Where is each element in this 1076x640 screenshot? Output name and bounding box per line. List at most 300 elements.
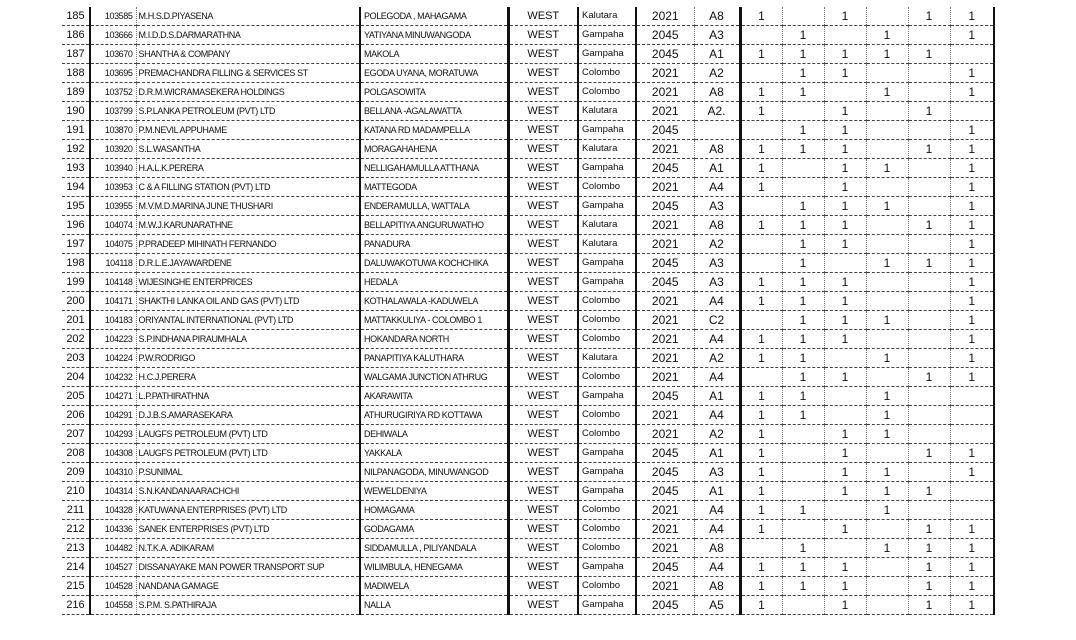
mark-cell: [782, 159, 824, 178]
mark-cell: [740, 26, 782, 45]
mark-cell: [782, 444, 824, 463]
category-cell: A4: [694, 368, 740, 387]
mark-cell: 1: [908, 444, 950, 463]
row-number-cell: 186: [62, 26, 90, 45]
table-row: [62, 292, 994, 311]
address-cell: KOTHALAWALA -KADUWELA: [360, 292, 508, 311]
mark-cell: [740, 254, 782, 273]
table-row: [62, 64, 994, 83]
record-code-cell: 104148: [90, 273, 136, 292]
province-cell: WEST: [508, 254, 578, 273]
record-code-cell: 104558: [90, 596, 136, 615]
mark-cell: 1: [824, 102, 866, 121]
category-cell: A2: [694, 64, 740, 83]
mark-cell: [866, 577, 908, 596]
province-cell: WEST: [508, 311, 578, 330]
year-cell: 2021: [636, 178, 694, 197]
table-row: [62, 197, 994, 216]
company-name-cell: D.R.M.WICRAMASEKERA HOLDINGS: [136, 83, 360, 102]
category-cell: A8: [694, 140, 740, 159]
mark-cell: [782, 425, 824, 444]
mark-cell: 1: [908, 140, 950, 159]
mark-cell: 1: [824, 463, 866, 482]
record-code-cell: 104271: [90, 387, 136, 406]
category-cell: A4: [694, 330, 740, 349]
company-name-cell: P.W.RODRIGO: [136, 349, 360, 368]
mark-cell: [866, 330, 908, 349]
mark-cell: [824, 83, 866, 102]
mark-cell: [866, 235, 908, 254]
table-row: [62, 273, 994, 292]
mark-cell: 1: [908, 482, 950, 501]
mark-cell: 1: [824, 577, 866, 596]
mark-cell: 1: [866, 463, 908, 482]
district-cell: Colombo: [578, 539, 636, 558]
company-name-cell: LAUGFS PETROLEUM (PVT) LTD: [136, 444, 360, 463]
mark-cell: 1: [782, 330, 824, 349]
year-cell: 2021: [636, 7, 694, 26]
mark-cell: [908, 273, 950, 292]
row-number-cell: 199: [62, 273, 90, 292]
address-cell: MORAGAHAHENA: [360, 140, 508, 159]
row-number-cell: 209: [62, 463, 90, 482]
mark-cell: 1: [950, 140, 994, 159]
mark-cell: 1: [950, 64, 994, 83]
address-cell: AKARAWITA: [360, 387, 508, 406]
table-row: [62, 330, 994, 349]
mark-cell: 1: [824, 45, 866, 64]
company-name-cell: SANEK ENTERPRISES (PVT) LTD: [136, 520, 360, 539]
company-name-cell: SHANTHA & COMPANY: [136, 45, 360, 64]
mark-cell: 1: [782, 273, 824, 292]
mark-cell: 1: [824, 444, 866, 463]
province-cell: WEST: [508, 425, 578, 444]
district-cell: Kalutara: [578, 216, 636, 235]
district-cell: Gampaha: [578, 444, 636, 463]
mark-cell: 1: [950, 558, 994, 577]
mark-cell: [866, 102, 908, 121]
province-cell: WEST: [508, 387, 578, 406]
mark-cell: [908, 26, 950, 45]
mark-cell: 1: [824, 121, 866, 140]
mark-cell: [866, 273, 908, 292]
row-number-cell: 207: [62, 425, 90, 444]
record-code-cell: 104223: [90, 330, 136, 349]
address-cell: YATIYANA MINUWANGODA: [360, 26, 508, 45]
mark-cell: 1: [782, 387, 824, 406]
district-cell: Colombo: [578, 311, 636, 330]
company-name-cell: H.A.L.K.PERERA: [136, 159, 360, 178]
category-cell: A1: [694, 444, 740, 463]
mark-cell: [866, 558, 908, 577]
year-cell: 2021: [636, 406, 694, 425]
district-cell: Kalutara: [578, 140, 636, 159]
category-cell: [694, 121, 740, 140]
province-cell: WEST: [508, 64, 578, 83]
mark-cell: [824, 539, 866, 558]
mark-cell: [908, 425, 950, 444]
table-row: [62, 577, 994, 596]
year-cell: 2021: [636, 330, 694, 349]
company-name-cell: C & A FILLING STATION (PVT) LTD: [136, 178, 360, 197]
company-name-cell: P.SUNIMAL: [136, 463, 360, 482]
province-cell: WEST: [508, 330, 578, 349]
mark-cell: 1: [866, 83, 908, 102]
mark-cell: 1: [866, 387, 908, 406]
row-number-cell: 197: [62, 235, 90, 254]
mark-cell: 1: [782, 539, 824, 558]
mark-cell: 1: [740, 83, 782, 102]
mark-cell: [824, 501, 866, 520]
category-cell: A2.: [694, 102, 740, 121]
address-cell: BELLANA -AGALAWATTA: [360, 102, 508, 121]
province-cell: WEST: [508, 121, 578, 140]
mark-cell: 1: [866, 349, 908, 368]
mark-cell: 1: [950, 596, 994, 615]
mark-cell: [740, 235, 782, 254]
province-cell: WEST: [508, 273, 578, 292]
address-cell: YAKKALA: [360, 444, 508, 463]
address-cell: BELLAPITIYA ANGURUWATHO: [360, 216, 508, 235]
record-code-cell: 103953: [90, 178, 136, 197]
mark-cell: 1: [740, 330, 782, 349]
table-row: [62, 425, 994, 444]
category-cell: A2: [694, 425, 740, 444]
year-cell: 2045: [636, 482, 694, 501]
mark-cell: [950, 387, 994, 406]
table-row: [62, 121, 994, 140]
mark-cell: [740, 311, 782, 330]
mark-cell: 1: [782, 558, 824, 577]
province-cell: WEST: [508, 197, 578, 216]
year-cell: 2045: [636, 121, 694, 140]
mark-cell: 1: [950, 235, 994, 254]
company-name-cell: ORIYANTAL INTERNATIONAL (PVT) LTD: [136, 311, 360, 330]
mark-cell: [950, 425, 994, 444]
record-code-cell: 104118: [90, 254, 136, 273]
table-row: [62, 102, 994, 121]
province-cell: WEST: [508, 235, 578, 254]
row-number-cell: 210: [62, 482, 90, 501]
company-name-cell: S.P.LANKA PETROLEUM (PVT) LTD: [136, 102, 360, 121]
mark-cell: 1: [740, 558, 782, 577]
address-cell: PANAPITIYA KALUTHARA: [360, 349, 508, 368]
mark-cell: 1: [950, 83, 994, 102]
year-cell: 2021: [636, 539, 694, 558]
mark-cell: 1: [866, 406, 908, 425]
mark-cell: 1: [824, 273, 866, 292]
year-cell: 2021: [636, 292, 694, 311]
table-row: [62, 539, 994, 558]
year-cell: 2045: [636, 444, 694, 463]
year-cell: 2021: [636, 311, 694, 330]
province-cell: WEST: [508, 140, 578, 159]
mark-cell: 1: [824, 292, 866, 311]
row-number-cell: 215: [62, 577, 90, 596]
mark-cell: 1: [824, 330, 866, 349]
company-name-cell: H.C.J.PERERA: [136, 368, 360, 387]
category-cell: A8: [694, 83, 740, 102]
province-cell: WEST: [508, 482, 578, 501]
district-cell: Colombo: [578, 292, 636, 311]
category-cell: A1: [694, 482, 740, 501]
company-name-cell: P.PRADEEP MIHINATH FERNANDO: [136, 235, 360, 254]
address-cell: SIDDAMULLA , PILIYANDALA: [360, 539, 508, 558]
mark-cell: 1: [824, 558, 866, 577]
district-cell: Gampaha: [578, 482, 636, 501]
mark-cell: 1: [740, 273, 782, 292]
mark-cell: 1: [740, 178, 782, 197]
mark-cell: 1: [740, 596, 782, 615]
mark-cell: 1: [950, 330, 994, 349]
table-row: [62, 368, 994, 387]
category-cell: C2: [694, 311, 740, 330]
mark-cell: 1: [950, 26, 994, 45]
row-number-cell: 190: [62, 102, 90, 121]
province-cell: WEST: [508, 463, 578, 482]
mark-cell: 1: [950, 121, 994, 140]
mark-cell: [908, 178, 950, 197]
mark-cell: [950, 45, 994, 64]
company-name-cell: L.P.PATHIRATHNA: [136, 387, 360, 406]
mark-cell: [782, 102, 824, 121]
mark-cell: 1: [950, 444, 994, 463]
mark-cell: [950, 501, 994, 520]
category-cell: A4: [694, 178, 740, 197]
row-number-cell: 194: [62, 178, 90, 197]
table-row: [62, 26, 994, 45]
district-cell: Gampaha: [578, 463, 636, 482]
table-row: [62, 159, 994, 178]
table-row: [62, 596, 994, 615]
address-cell: MATTAKKULIYA - COLOMBO 1: [360, 311, 508, 330]
row-number-cell: 196: [62, 216, 90, 235]
mark-cell: [824, 387, 866, 406]
district-cell: Kalutara: [578, 235, 636, 254]
mark-cell: 1: [740, 425, 782, 444]
mark-cell: 1: [824, 596, 866, 615]
province-cell: WEST: [508, 102, 578, 121]
mark-cell: [908, 501, 950, 520]
record-code-cell: 104224: [90, 349, 136, 368]
category-cell: A3: [694, 197, 740, 216]
mark-cell: [908, 349, 950, 368]
category-cell: A3: [694, 463, 740, 482]
record-code-cell: 104328: [90, 501, 136, 520]
table-row: [62, 387, 994, 406]
district-cell: Gampaha: [578, 596, 636, 615]
address-cell: DALUWAKOTUWA KOCHCHIKA: [360, 254, 508, 273]
province-cell: WEST: [508, 178, 578, 197]
mark-cell: 1: [866, 501, 908, 520]
mark-cell: 1: [950, 520, 994, 539]
year-cell: 2021: [636, 216, 694, 235]
row-number-cell: 195: [62, 197, 90, 216]
mark-cell: [950, 406, 994, 425]
mark-cell: [866, 216, 908, 235]
year-cell: 2021: [636, 102, 694, 121]
mark-cell: 1: [866, 254, 908, 273]
mark-cell: [866, 64, 908, 83]
mark-cell: [824, 26, 866, 45]
company-name-cell: D.J.B.S.AMARASEKARA: [136, 406, 360, 425]
mark-cell: 1: [782, 292, 824, 311]
mark-cell: 1: [782, 349, 824, 368]
district-cell: Colombo: [578, 178, 636, 197]
mark-cell: 1: [866, 482, 908, 501]
mark-cell: 1: [740, 292, 782, 311]
year-cell: 2045: [636, 463, 694, 482]
mark-cell: 1: [908, 558, 950, 577]
mark-cell: [740, 368, 782, 387]
category-cell: A8: [694, 577, 740, 596]
year-cell: 2021: [636, 349, 694, 368]
mark-cell: 1: [782, 406, 824, 425]
record-code-cell: 103799: [90, 102, 136, 121]
mark-cell: 1: [782, 45, 824, 64]
mark-cell: [740, 539, 782, 558]
table-row: [62, 520, 994, 539]
company-name-cell: M.H.S.D.PIYASENA: [136, 7, 360, 26]
mark-cell: [908, 159, 950, 178]
year-cell: 2021: [636, 520, 694, 539]
mark-cell: 1: [782, 501, 824, 520]
company-name-cell: M.I.D.D.S.DARMARATHNA: [136, 26, 360, 45]
year-cell: 2021: [636, 235, 694, 254]
mark-cell: 1: [782, 254, 824, 273]
mark-cell: 1: [740, 501, 782, 520]
mark-cell: 1: [824, 520, 866, 539]
mark-cell: 1: [824, 159, 866, 178]
year-cell: 2021: [636, 501, 694, 520]
table-row: [62, 45, 994, 64]
mark-cell: [782, 178, 824, 197]
record-code-cell: 104183: [90, 311, 136, 330]
mark-cell: [866, 7, 908, 26]
category-cell: A4: [694, 292, 740, 311]
mark-cell: [908, 235, 950, 254]
mark-cell: 1: [740, 7, 782, 26]
mark-cell: 1: [824, 178, 866, 197]
mark-cell: 1: [950, 463, 994, 482]
district-cell: Colombo: [578, 330, 636, 349]
mark-cell: [782, 7, 824, 26]
mark-cell: 1: [908, 45, 950, 64]
mark-cell: [866, 368, 908, 387]
mark-cell: [782, 596, 824, 615]
address-cell: WALGAMA JUNCTION ATHRUG: [360, 368, 508, 387]
mark-cell: 1: [740, 577, 782, 596]
record-code-cell: 104528: [90, 577, 136, 596]
mark-cell: [824, 254, 866, 273]
mark-cell: 1: [824, 425, 866, 444]
district-cell: Colombo: [578, 368, 636, 387]
mark-cell: [908, 121, 950, 140]
mark-cell: 1: [740, 216, 782, 235]
record-code-cell: 103752: [90, 83, 136, 102]
address-cell: EGODA UYANA, MORATUWA: [360, 64, 508, 83]
table-row: [62, 501, 994, 520]
table-row: [62, 178, 994, 197]
address-cell: PANADURA: [360, 235, 508, 254]
mark-cell: 1: [866, 425, 908, 444]
mark-cell: 1: [740, 463, 782, 482]
table-row: [62, 235, 994, 254]
category-cell: A3: [694, 273, 740, 292]
mark-cell: [866, 140, 908, 159]
district-cell: Gampaha: [578, 197, 636, 216]
mark-cell: 1: [782, 216, 824, 235]
category-cell: A4: [694, 558, 740, 577]
row-number-cell: 187: [62, 45, 90, 64]
province-cell: WEST: [508, 539, 578, 558]
district-cell: Colombo: [578, 425, 636, 444]
mark-cell: [908, 311, 950, 330]
mark-cell: 1: [782, 64, 824, 83]
district-cell: Gampaha: [578, 26, 636, 45]
category-cell: A2: [694, 235, 740, 254]
record-code-cell: 104291: [90, 406, 136, 425]
mark-cell: 1: [866, 311, 908, 330]
mark-cell: [908, 387, 950, 406]
mark-cell: 1: [782, 197, 824, 216]
category-cell: A4: [694, 520, 740, 539]
record-code-cell: 104482: [90, 539, 136, 558]
row-number-cell: 188: [62, 64, 90, 83]
address-cell: NALLA: [360, 596, 508, 615]
company-name-cell: DISSANAYAKE MAN POWER TRANSPORT SUP: [136, 558, 360, 577]
province-cell: WEST: [508, 520, 578, 539]
mark-cell: 1: [740, 520, 782, 539]
row-number-cell: 205: [62, 387, 90, 406]
mark-cell: 1: [824, 368, 866, 387]
company-name-cell: P.M.NEVIL APPUHAME: [136, 121, 360, 140]
row-number-cell: 201: [62, 311, 90, 330]
row-number-cell: 198: [62, 254, 90, 273]
district-cell: Kalutara: [578, 349, 636, 368]
mark-cell: 1: [950, 197, 994, 216]
mark-cell: 1: [740, 349, 782, 368]
company-name-cell: M.V.M.D.MARINA JUNE THUSHARI: [136, 197, 360, 216]
mark-cell: 1: [908, 102, 950, 121]
province-cell: WEST: [508, 444, 578, 463]
row-number-cell: 191: [62, 121, 90, 140]
address-cell: MAKOLA: [360, 45, 508, 64]
mark-cell: [950, 102, 994, 121]
category-cell: A8: [694, 7, 740, 26]
mark-cell: 1: [908, 539, 950, 558]
district-cell: Kalutara: [578, 102, 636, 121]
mark-cell: 1: [908, 596, 950, 615]
year-cell: 2045: [636, 273, 694, 292]
mark-cell: 1: [740, 45, 782, 64]
record-code-cell: 104314: [90, 482, 136, 501]
row-number-cell: 211: [62, 501, 90, 520]
company-name-cell: LAUGFS PETROLEUM (PVT) LTD: [136, 425, 360, 444]
address-cell: ATHURUGIRIYA RD KOTTAWA: [360, 406, 508, 425]
district-cell: Colombo: [578, 83, 636, 102]
mark-cell: 1: [740, 140, 782, 159]
mark-cell: 1: [950, 216, 994, 235]
mark-cell: [782, 520, 824, 539]
record-code-cell: 104075: [90, 235, 136, 254]
mark-cell: 1: [950, 349, 994, 368]
table-row: [62, 140, 994, 159]
year-cell: 2045: [636, 596, 694, 615]
table-row: [62, 216, 994, 235]
record-code-cell: 104293: [90, 425, 136, 444]
province-cell: WEST: [508, 45, 578, 64]
